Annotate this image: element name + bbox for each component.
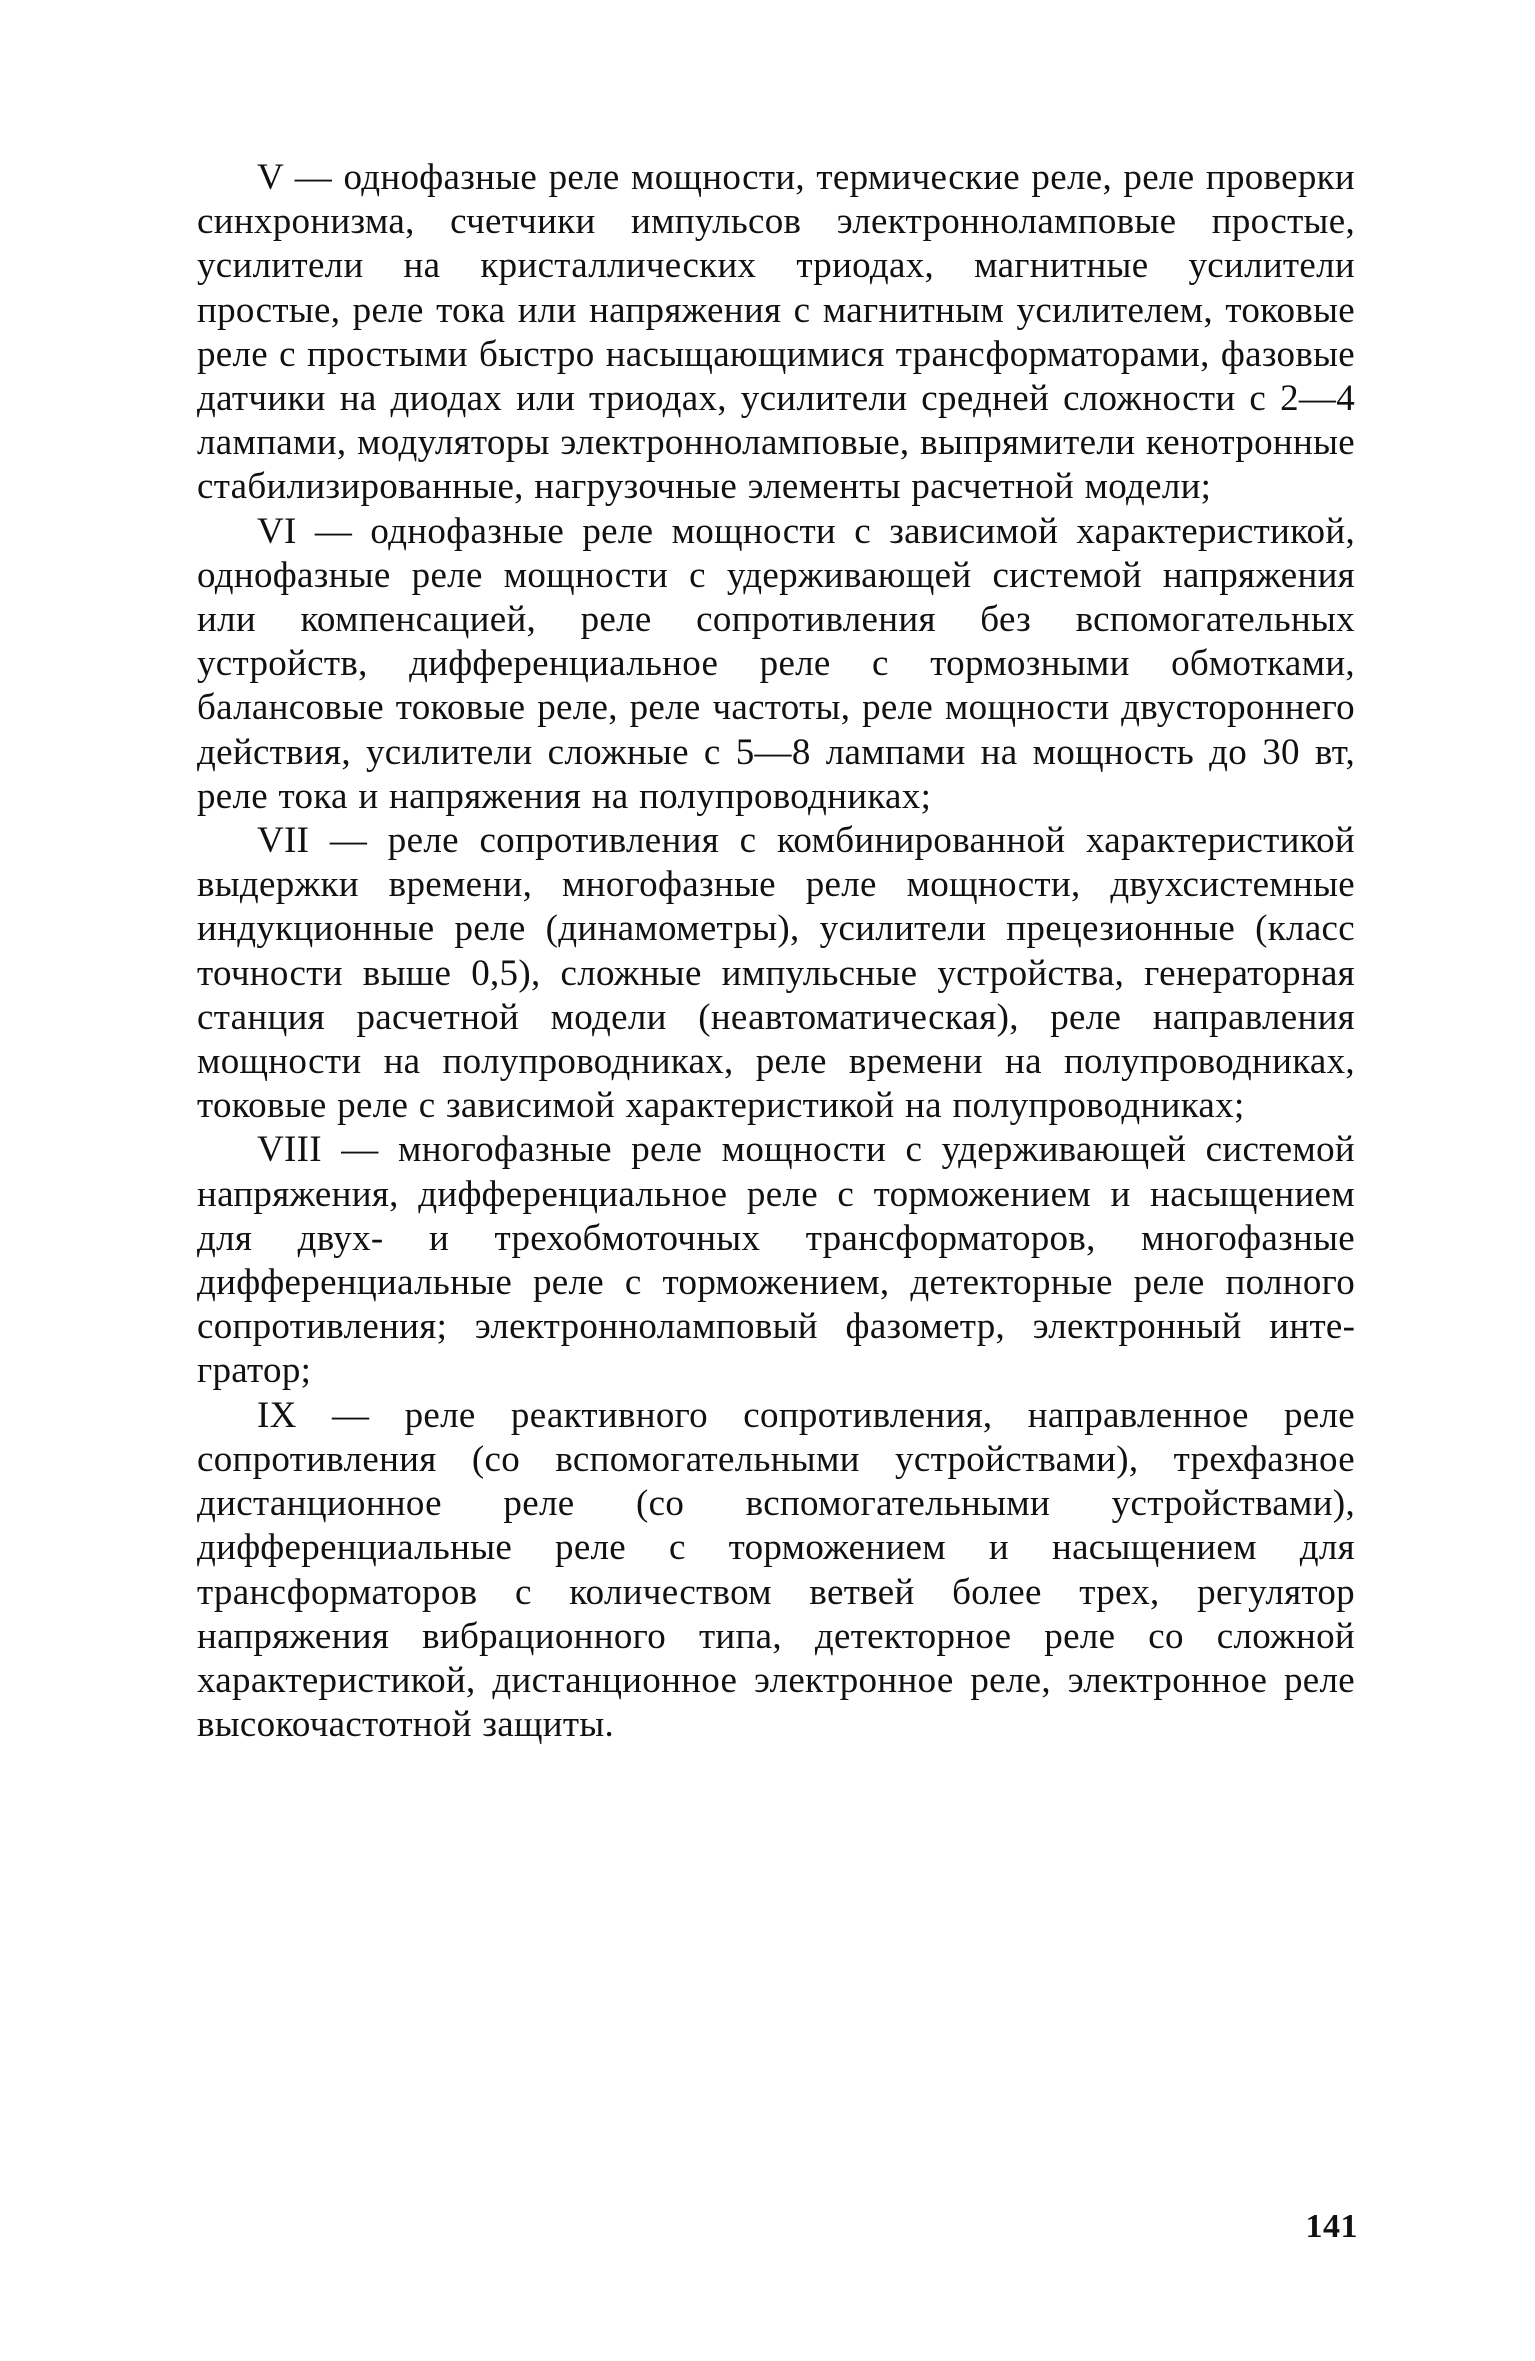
paragraph-class-v: V — однофазные реле мощности, термические реле, реле проверки синхронизма, счетчики импульсов электронноламповые простые, усилители на кристаллических триодах, магнитные усилители простые, реле тока или напряжения с магнитным усилителем, токовые реле с простыми быстро насыщающимися трансформаторами, фазовые датчики на диодах или триодах, усилители средней сложности с 2—4 лампами, модуляторы электронноламповые, выпрямители кенотронные стабилизированные, нагрузочные элементы расчетной модели; <box>197 157 1355 508</box>
paragraph-class-vi: VI — однофазные реле мощности с зависимой характеристикой, однофазные реле мощности с удерживающей системой напряжения или компенсацией, реле сопротивления без вспомогательных устройств, дифференциальное реле с тормозными обмотками, балансовые токовые реле, реле частоты, реле мощности двустороннего действия, усилители сложные с 5—8 лампами на мощность до 30 вт, реле тока и напряжения на полупроводниках; <box>197 510 1355 817</box>
body-text <box>197 156 1355 1747</box>
paragraph-class-viii: VIII — многофазные реле мощности с удерживающей системой напряжения, дифференциальное реле с торможением и насыщением для двух- и трехобмоточных трансформаторов, многофазные дифференциальные реле с торможением, детекторные реле полного сопротивления; электронноламповый фазометр, электронный интегратор; <box>197 1129 1355 1392</box>
page-number: 141 <box>1305 2208 1358 2245</box>
paragraph-class-ix: IX — реле реактивного сопротивления, направленное реле сопротивления (со вспомогательными устройствами), трехфазное дистанционное реле (со вспомогательными устройствами), дифференциальные реле с торможением и насыщением для трансформаторов с количеством ветвей более трех, регулятор напряжения вибрационного типа, детекторное реле со сложной характеристикой, дистанционное электронное реле, электронное реле высокочастотной защиты. <box>197 1394 1355 1746</box>
paragraph-class-vii: VII — реле сопротивления с комбинированной характеристикой выдержки времени, многофазные реле мощности, двухсистемные индукционные реле (динамометры), усилители прецезионные (класс точности выше 0,5), сложные импульсные устройства, генераторная станция расчетной модели (неавтоматическая), реле направления мощности на полупроводниках, реле времени на полупроводниках, токовые реле с зависимой характеристикой на полупроводниках; <box>197 820 1355 1127</box>
